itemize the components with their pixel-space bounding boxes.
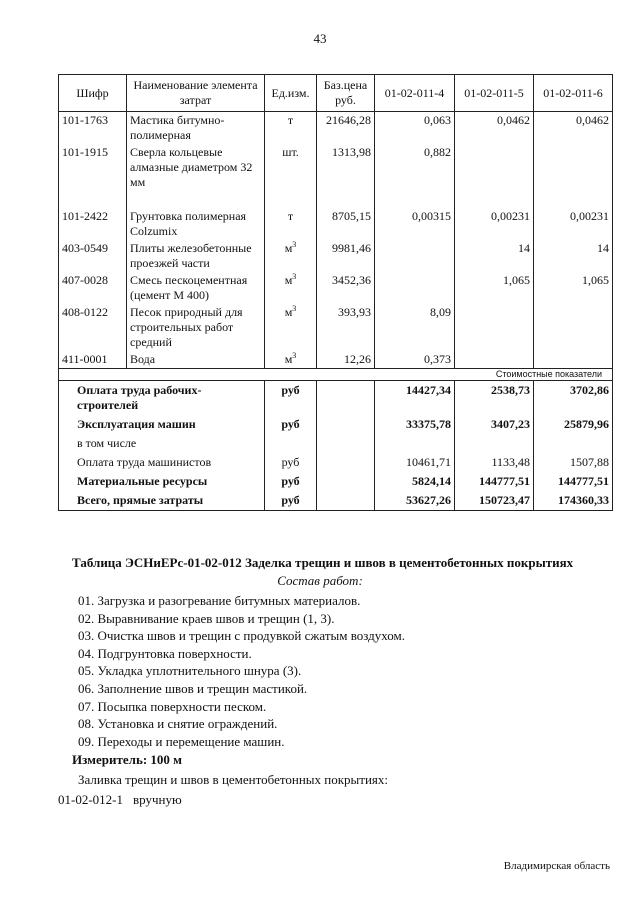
summary-unit: руб [265, 472, 317, 491]
summary-v5: 150723,47 [455, 491, 534, 511]
summary-unit [265, 434, 317, 453]
summary-v6 [534, 434, 613, 453]
summary-v4: 33375,78 [375, 415, 455, 434]
cell-price: 9981,46 [317, 240, 375, 272]
summary-v6: 3702,86 [534, 381, 613, 416]
summary-label: Эксплуатация машин [59, 415, 265, 434]
cell-name: Песок природный для строительных работ средний [127, 304, 265, 351]
header-col-6: 01-02-011-6 [534, 75, 613, 112]
cost-indicators-label: Стоимостные показатели [59, 369, 613, 381]
composition-heading: Состав работ: [277, 573, 363, 588]
cell-code: 408-0122 [59, 304, 127, 351]
summary-v5: 144777,51 [455, 472, 534, 491]
cell-v5: 14 [455, 240, 534, 272]
summary-price [317, 434, 375, 453]
cell-code: 101-2422 [59, 191, 127, 240]
summary-row [59, 381, 613, 416]
table-row [59, 144, 613, 191]
cell-v4: 0,00315 [375, 191, 455, 240]
summary-v6: 25879,96 [534, 415, 613, 434]
summary-unit: руб [265, 381, 317, 416]
list-item: 05. Укладка уплотнительного шнура (3). [78, 663, 302, 679]
page-number: 43 [313, 31, 327, 46]
cell-v6: 0,0462 [534, 112, 613, 145]
summary-v6: 144777,51 [534, 472, 613, 491]
summary-v4: 10461,71 [375, 453, 455, 472]
cell-v5 [455, 144, 534, 191]
cell-v6 [534, 304, 613, 351]
cell-name: Плиты железобетонные проезжей части [127, 240, 265, 272]
cell-v5: 0,00231 [455, 191, 534, 240]
header-col-5: 01-02-011-5 [455, 75, 534, 112]
summary-v5: 3407,23 [455, 415, 534, 434]
header-col-4: 01-02-011-4 [375, 75, 455, 112]
code-line [58, 792, 640, 808]
cell-unit: т [265, 112, 317, 145]
summary-v5: 1133,48 [455, 453, 534, 472]
cell-unit: т [265, 191, 317, 240]
summary-price [317, 453, 375, 472]
cell-name: Вода [127, 351, 265, 369]
list-item: 02. Выравнивание краев швов и трещин (1, 3). [78, 610, 335, 626]
cell-unit: $м^3$ [265, 304, 317, 351]
region-footer: Владимирская область [503, 860, 610, 872]
cell-v6 [534, 351, 613, 369]
cell-v4 [375, 240, 455, 272]
cell-price: 12,26 [317, 351, 375, 369]
summary-row [59, 415, 613, 434]
cell-code: 411-0001 [59, 351, 127, 369]
table-row [59, 112, 613, 145]
list-item: 06. Заполнение швов и трещин мастикой. [78, 680, 308, 696]
header-code: Шифр [59, 75, 127, 112]
header-price: Баз.цена руб. [317, 75, 375, 112]
summary-price [317, 381, 375, 416]
summary-label: Всего, прямые затраты [59, 491, 265, 511]
summary-row [59, 491, 613, 511]
summary-v5: 2538,73 [455, 381, 534, 416]
cell-name: Сверла кольцевые алмазные диаметром 32 мм [127, 144, 265, 191]
table-header-row [59, 75, 613, 112]
summary-row [59, 472, 613, 491]
cost-indicators-row [59, 369, 613, 381]
resource-table [58, 74, 613, 511]
summary-v4 [375, 434, 455, 453]
table-row [59, 304, 613, 351]
cell-code: 101-1763 [59, 112, 127, 145]
summary-label: Оплата труда рабочих-строителей [59, 381, 265, 416]
summary-v4: 14427,34 [375, 381, 455, 416]
fill-description: Заливка трещин и швов в цементобетонных покрытиях: [78, 772, 388, 787]
cell-v4 [375, 272, 455, 304]
table-row [59, 351, 613, 369]
cell-unit: шт. [265, 144, 317, 191]
cell-code: 407-0028 [59, 272, 127, 304]
cell-price: 8705,15 [317, 191, 375, 240]
list-item: 09. Переходы и перемещение машин. [78, 733, 285, 749]
cell-v5: 0,0462 [455, 112, 534, 145]
summary-price [317, 472, 375, 491]
cell-name: Грунтовка полимерная Colzumix [127, 191, 265, 240]
code-value: 01-02-012-1 [58, 792, 123, 807]
cell-v5 [455, 351, 534, 369]
cell-name: Смесь пескоцементная (цемент М 400) [127, 272, 265, 304]
list-item: 08. Установка и снятие ограждений. [78, 716, 278, 732]
cell-unit: $м^3$ [265, 351, 317, 369]
cell-price: 21646,28 [317, 112, 375, 145]
summary-unit: руб [265, 491, 317, 511]
summary-unit: руб [265, 415, 317, 434]
summary-price [317, 491, 375, 511]
cell-unit: $м^3$ [265, 272, 317, 304]
summary-price [317, 415, 375, 434]
summary-label: Материальные ресурсы [59, 472, 265, 491]
header-name: Наименование элемента затрат [127, 75, 265, 112]
cell-v6 [534, 144, 613, 191]
works-list [78, 592, 598, 750]
cell-v4: 0,063 [375, 112, 455, 145]
table-title: Таблица ЭСНиЕРс-01-02-012 Заделка трещин и швов в цементобетонных покрытиях [72, 555, 574, 570]
cell-v6: 0,00231 [534, 191, 613, 240]
header-unit: Ед.изм. [265, 75, 317, 112]
summary-v5 [455, 434, 534, 453]
cell-code: 101-1915 [59, 144, 127, 191]
cell-code: 403-0549 [59, 240, 127, 272]
cell-v4: 0,373 [375, 351, 455, 369]
table-row [59, 272, 613, 304]
summary-v6: 174360,33 [534, 491, 613, 511]
cell-unit: $м^3$ [265, 240, 317, 272]
summary-row [59, 434, 613, 453]
list-item: 03. Очистка швов и трещин с продувкой сжатым воздухом. [78, 628, 406, 644]
summary-v6: 1507,88 [534, 453, 613, 472]
cell-v5 [455, 304, 534, 351]
summary-label: Оплата труда машинистов [59, 453, 265, 472]
summary-unit: руб [265, 453, 317, 472]
summary-v4: 5824,14 [375, 472, 455, 491]
summary-v4: 53627,26 [375, 491, 455, 511]
list-item: 07. Посыпка поверхности песком. [78, 698, 267, 714]
list-item: 04. Подгрунтовка поверхности. [78, 645, 252, 661]
table-row [59, 191, 613, 240]
cell-v6: 14 [534, 240, 613, 272]
cell-v5: 1,065 [455, 272, 534, 304]
cell-v4: 0,882 [375, 144, 455, 191]
summary-row [59, 453, 613, 472]
cell-v4: 8,09 [375, 304, 455, 351]
cell-price: 3452,36 [317, 272, 375, 304]
code-description: вручную [133, 792, 182, 807]
cell-price: 393,93 [317, 304, 375, 351]
cell-name: Мастика битумно-полимерная [127, 112, 265, 145]
list-item: 01. Загрузка и разогревание битумных материалов. [78, 593, 361, 608]
table-row [59, 240, 613, 272]
summary-label: в том числе [59, 434, 265, 453]
meter-line: Измеритель: 100 м [72, 752, 183, 767]
cell-v6: 1,065 [534, 272, 613, 304]
cell-price: 1313,98 [317, 144, 375, 191]
